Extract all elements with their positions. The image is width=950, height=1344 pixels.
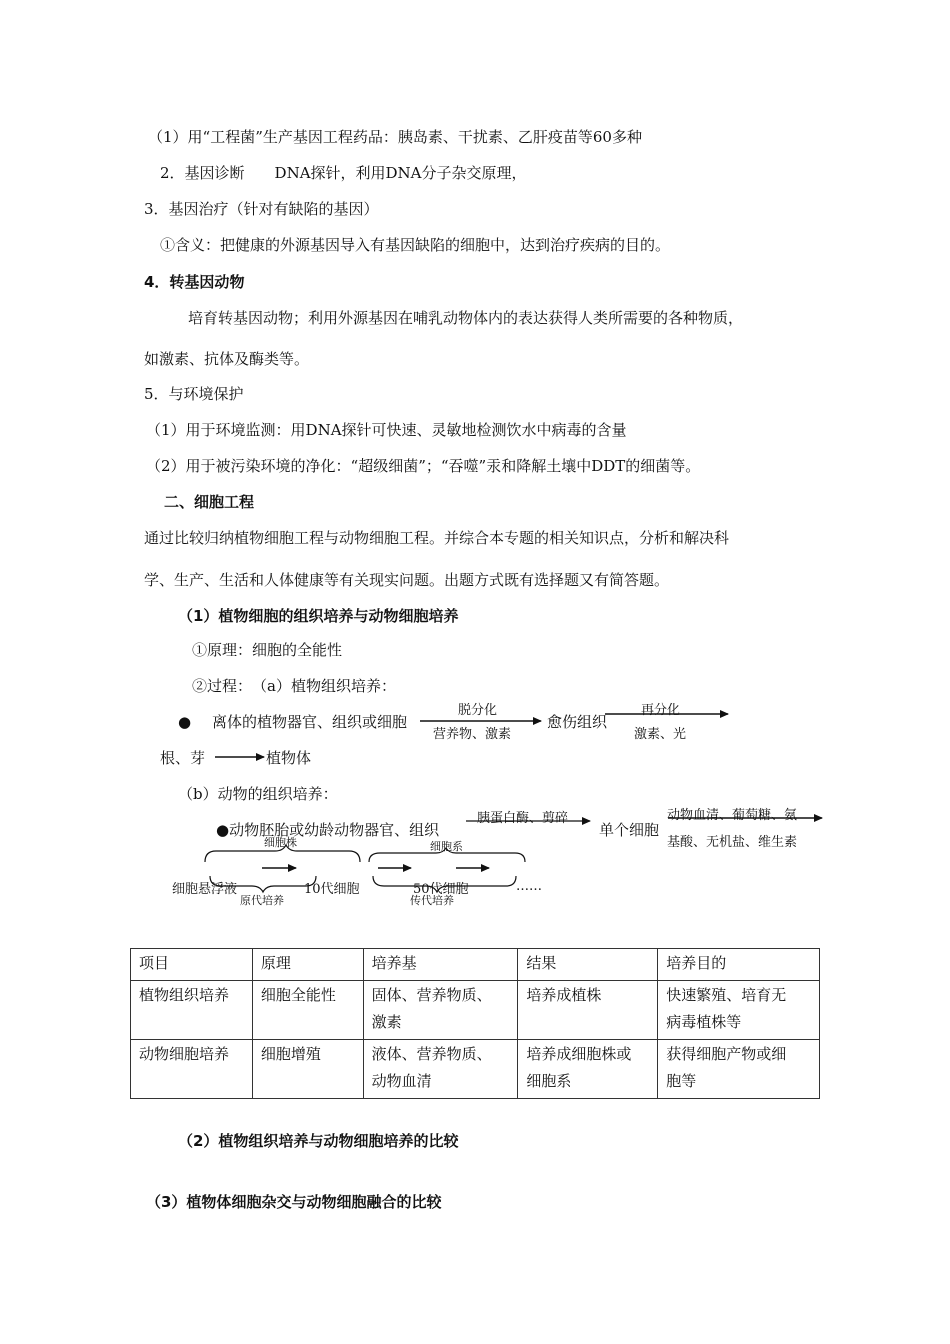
heading-transgenic-animals: 4．转基因动物 — [144, 273, 245, 291]
cell-line: 液体、营养物质、 — [371, 1045, 492, 1063]
cell-line: 动物血清 — [371, 1072, 432, 1090]
text-line-gene-therapy: 3．基因治疗（针对有缺陷的基因） — [144, 200, 379, 218]
bullet-icon: ● — [178, 713, 192, 731]
animal-medium-line1: 动物血清、葡萄糖、氨 — [667, 808, 798, 823]
table-header-cell: 原理 — [252, 949, 363, 981]
table-cell — [363, 1040, 518, 1099]
heading-comparison-culture: （2）植物组织培养与动物细胞培养的比较 — [178, 1132, 459, 1150]
table-cell — [518, 1040, 658, 1099]
comparison-table — [130, 948, 820, 1099]
table-header-cell: 结果 — [518, 949, 658, 981]
table-cell — [658, 1040, 820, 1099]
plant-arrow1-bottom-label: 营养物、激素 — [433, 727, 512, 742]
text-line-intro-2: 学、生产、生活和人体健康等有关现实问题。出题方式既有选择题又有简答题。 — [144, 571, 670, 589]
label-primary-culture: 原代培养 — [240, 894, 284, 907]
plant-flow-plant: 植物体 — [266, 749, 312, 767]
text-line-engineered-bacteria: （1）用“工程菌”生产基因工程药品：胰岛素、干扰素、乙肝疫苗等60多种 — [148, 128, 642, 146]
cell-line: 获得细胞产物或细 — [666, 1045, 787, 1063]
text-line-intro-1: 通过比较归纳植物细胞工程与动物细胞工程。并综合本专题的相关知识点，分析和解决科 — [144, 529, 730, 547]
text-line-gene-diagnosis: 2．基因诊断 DNA探针，利用DNA分子杂交原理， — [160, 164, 527, 182]
animal-flow-single-cell: 单个细胞 — [599, 821, 660, 839]
heading-cell-engineering: 二、细胞工程 — [164, 493, 255, 511]
node-50-generation: 50代细胞 — [413, 882, 469, 897]
text-line-gene-therapy-meaning: ①含义：把健康的外源基因导入有基因缺陷的细胞中，达到治疗疾病的目的。 — [160, 236, 671, 254]
plant-flow-start: 离体的植物器官、组织或细胞 — [212, 713, 408, 731]
table-cell: 细胞增殖 — [252, 1040, 363, 1099]
heading-tissue-culture: （1）植物细胞的组织培养与动物细胞培养 — [178, 607, 459, 625]
text-line-environment: 5．与环境保护 — [144, 385, 244, 403]
text-line-process: ②过程： （a）植物组织培养： — [192, 677, 396, 695]
table-header-cell: 项目 — [131, 949, 253, 981]
heading-comparison-fusion: （3）植物体细胞杂交与动物细胞融合的比较 — [146, 1193, 442, 1211]
plant-flow-roots-buds: 根、芽 — [160, 749, 206, 767]
table-cell: 植物组织培养 — [131, 981, 253, 1040]
table-header-cell: 培养目的 — [658, 949, 820, 981]
text-line-principle: ①原理：细胞的全能性 — [192, 641, 343, 659]
plant-arrow2-bottom-label: 激素、光 — [634, 727, 687, 742]
animal-flow-start: ●动物胚胎或幼龄动物器官、组织 — [216, 821, 440, 839]
node-10-generation: 10代细胞 — [304, 882, 360, 897]
cell-line: 细胞系 — [526, 1072, 572, 1090]
plant-flow-callus: 愈伤组织 — [547, 713, 608, 731]
text-line-transgenic-breeding: 培育转基因动物；利用外源基因在哺乳动物体内的表达获得人类所需要的各种物质， — [188, 309, 744, 327]
table-row — [131, 981, 820, 1040]
text-line-env-monitoring: （1）用于环境监测：用DNA探针可快速、灵敏地检测饮水中病毒的含量 — [146, 421, 627, 439]
table-cell: 细胞全能性 — [252, 981, 363, 1040]
text-line-transgenic-products: 如激素、抗体及酶类等。 — [144, 350, 310, 368]
table-header-row — [131, 949, 820, 981]
label-subculture: 传代培养 — [410, 894, 454, 907]
text-line-env-purification: （2）用于被污染环境的净化：“超级细菌”；“吞噬”汞和降解土壤中DDT的细菌等。 — [146, 457, 701, 475]
ellipsis-more: …… — [516, 879, 542, 894]
node-cell-suspension: 细胞悬浮液 — [172, 882, 238, 897]
animal-medium-line2: 基酸、无机盐、维生素 — [667, 835, 798, 850]
table-cell: 动物细胞培养 — [131, 1040, 253, 1099]
plant-arrow2-top-label: 再分化 — [641, 703, 681, 718]
animal-arrow1-top-label: 胰蛋白酶、剪碎 — [477, 811, 569, 826]
cell-line: 固体、营养物质、 — [371, 986, 492, 1004]
label-cell-line: 细胞株 — [264, 836, 297, 849]
plant-arrow1-top-label: 脱分化 — [458, 703, 498, 718]
table-row — [131, 1040, 820, 1099]
table-cell — [658, 981, 820, 1040]
text-line-animal-culture: （b）动物的组织培养： — [178, 785, 338, 803]
cell-line: 培养成细胞株或 — [526, 1045, 632, 1063]
table-header-cell: 培养基 — [363, 949, 518, 981]
table-cell: 培养成植株 — [518, 981, 658, 1040]
cell-line: 胞等 — [666, 1072, 697, 1090]
label-cell-strain: 细胞系 — [430, 840, 463, 853]
table-cell — [363, 981, 518, 1040]
cell-line: 病毒植株等 — [666, 1013, 742, 1031]
cell-line: 激素 — [371, 1013, 402, 1031]
cell-line: 快速繁殖、培育无 — [666, 986, 787, 1004]
